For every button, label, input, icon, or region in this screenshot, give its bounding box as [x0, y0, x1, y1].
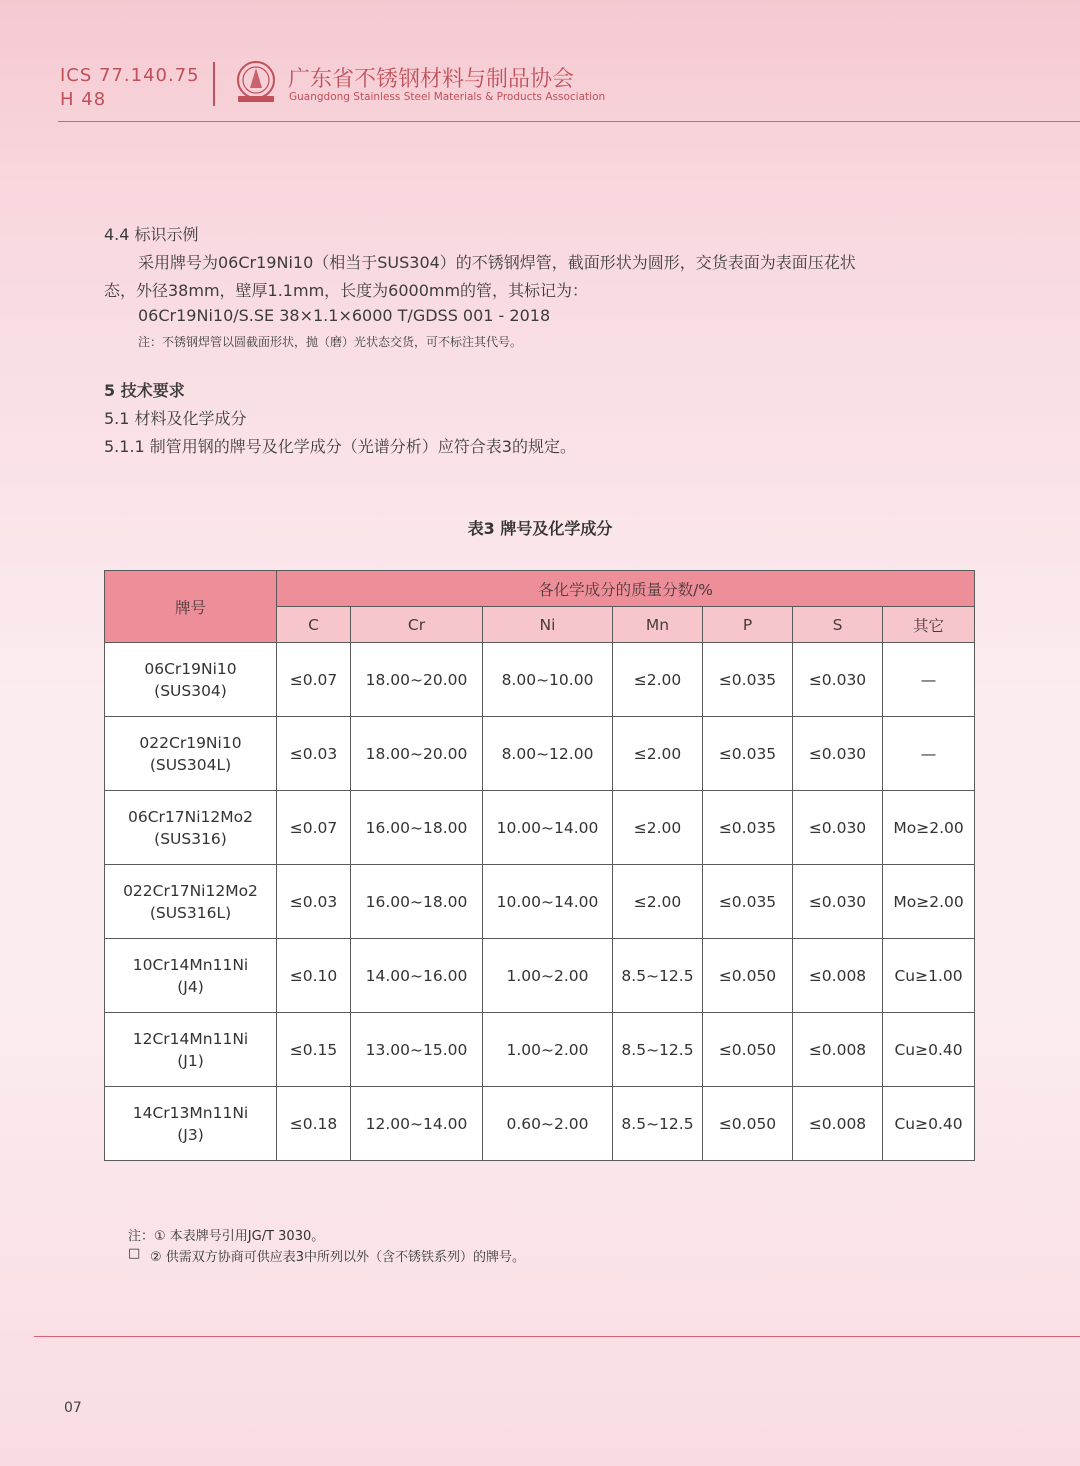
- table-row: [105, 939, 975, 1013]
- table-cell: Mo≥2.00: [883, 865, 975, 939]
- grade-cell: [105, 791, 277, 865]
- table-cell: ≤0.030: [793, 865, 883, 939]
- table-cell: 10.00~14.00: [483, 791, 613, 865]
- table-cell: 16.00~18.00: [351, 791, 483, 865]
- grade-name: 12Cr14Mn11Ni: [132, 1029, 249, 1048]
- grade-alias: (SUS304L): [149, 755, 232, 774]
- section-4-4-note: 注：不锈钢焊管以圆截面形状，抛（磨）光状态交货，可不标注其代号。: [138, 335, 523, 349]
- table-row: [105, 1087, 975, 1161]
- table-cell: Cu≥0.40: [883, 1013, 975, 1087]
- grade-cell: [105, 643, 277, 717]
- table-cell: ≤0.10: [277, 939, 351, 1013]
- ics-code: ICS 77.140.75: [60, 65, 200, 86]
- column-header-ni: Ni: [483, 607, 613, 643]
- table-cell: ≤0.008: [793, 1013, 883, 1087]
- grade-header: 牌号: [105, 571, 277, 643]
- section-4-4-paragraph-line1: 采用牌号为06Cr19Ni10（相当于SUS304）的不锈钢焊管，截面形状为圆形，交货表面为表面压花状: [138, 253, 856, 272]
- grade-alias: (SUS304): [154, 681, 227, 700]
- association-logo-icon: [232, 58, 280, 106]
- table-cell: 18.00~20.00: [351, 643, 483, 717]
- table-footnote-2: ② 供需双方协商可供应表3中所列以外（含不锈铁系列）的牌号。: [150, 1250, 526, 1265]
- table-cell: 8.00~12.00: [483, 717, 613, 791]
- table-row: [105, 717, 975, 791]
- section-4-4-paragraph-line2: 态，外径38mm，壁厚1.1mm，长度为6000mm的管，其标记为：: [104, 281, 589, 300]
- table-row: [105, 865, 975, 939]
- table-cell: ≤0.050: [703, 1087, 793, 1161]
- table-cell: 8.5~12.5: [613, 1013, 703, 1087]
- table-cell: 1.00~2.00: [483, 939, 613, 1013]
- table-cell: ≤0.030: [793, 643, 883, 717]
- table-cell: ≤0.18: [277, 1087, 351, 1161]
- header-rule: [58, 121, 1080, 122]
- table-cell: 12.00~14.00: [351, 1087, 483, 1161]
- association-name-en: Guangdong Stainless Steel Materials & Products Association: [289, 91, 606, 103]
- table-cell: Mo≥2.00: [883, 791, 975, 865]
- table-cell: ≤0.035: [703, 643, 793, 717]
- table-cell: ≤0.035: [703, 865, 793, 939]
- section-5-heading: 5 技术要求: [104, 381, 185, 400]
- table-cell: 0.60~2.00: [483, 1087, 613, 1161]
- grade-cell: [105, 939, 277, 1013]
- marking-example: 06Cr19Ni10/S.SE 38×1.1×6000 T/GDSS 001 - 2018: [138, 306, 551, 325]
- grade-name: 06Cr17Ni12Mo2: [128, 807, 253, 826]
- table-cell: —: [883, 643, 975, 717]
- table-cell: 13.00~15.00: [351, 1013, 483, 1087]
- grade-name: 10Cr14Mn11Ni: [132, 955, 249, 974]
- table-footnote-1: 注：① 本表牌号引用JG/T 3030。: [128, 1229, 325, 1244]
- table-cell: ≤0.030: [793, 717, 883, 791]
- composition-table: [104, 570, 975, 1161]
- table-cell: ≤0.008: [793, 939, 883, 1013]
- table-cell: 14.00~16.00: [351, 939, 483, 1013]
- section-4-4-heading: 4.4 标识示例: [104, 225, 199, 244]
- section-5-1-1-text: 5.1.1 制管用钢的牌号及化学成分（光谱分析）应符合表3的规定。: [104, 437, 576, 456]
- table-cell: ≤2.00: [613, 791, 703, 865]
- h-code: H 48: [60, 89, 107, 110]
- table-cell: 1.00~2.00: [483, 1013, 613, 1087]
- section-5-1-heading: 5.1 材料及化学成分: [104, 409, 247, 428]
- grade-cell: [105, 1087, 277, 1161]
- column-header-mn: Mn: [613, 607, 703, 643]
- table-cell: Cu≥0.40: [883, 1087, 975, 1161]
- table-cell: 8.5~12.5: [613, 939, 703, 1013]
- header-divider: [213, 62, 215, 106]
- grade-alias: (J3): [177, 1125, 204, 1144]
- table-cell: 8.00~10.00: [483, 643, 613, 717]
- table-cell: ≤0.15: [277, 1013, 351, 1087]
- grade-cell: [105, 717, 277, 791]
- table-cell: ≤2.00: [613, 865, 703, 939]
- column-header-cr: Cr: [351, 607, 483, 643]
- grade-alias: (J4): [177, 977, 204, 996]
- table-cell: 18.00~20.00: [351, 717, 483, 791]
- table-cell: ≤0.030: [793, 791, 883, 865]
- table-cell: 8.5~12.5: [613, 1087, 703, 1161]
- grade-alias: (J1): [177, 1051, 204, 1070]
- table-row: [105, 791, 975, 865]
- standard-codes: [60, 64, 200, 112]
- grade-cell: [105, 865, 277, 939]
- table-cell: ≤0.07: [277, 791, 351, 865]
- table-cell: ≤0.035: [703, 791, 793, 865]
- table-cell: ≤0.050: [703, 1013, 793, 1087]
- table-row: [105, 643, 975, 717]
- table-cell: ≤0.07: [277, 643, 351, 717]
- grade-name: 022Cr19Ni10: [139, 733, 242, 752]
- table-cell: ≤2.00: [613, 717, 703, 791]
- table-cell: 10.00~14.00: [483, 865, 613, 939]
- grade-name: 022Cr17Ni12Mo2: [123, 881, 258, 900]
- table-cell: ≤0.03: [277, 865, 351, 939]
- table-cell: Cu≥1.00: [883, 939, 975, 1013]
- table-cell: ≤0.035: [703, 717, 793, 791]
- table-row: [105, 1013, 975, 1087]
- table-cell: —: [883, 717, 975, 791]
- table-cell: ≤0.03: [277, 717, 351, 791]
- footer-rule: [34, 1336, 1080, 1337]
- column-header-c: C: [277, 607, 351, 643]
- grade-alias: (SUS316): [154, 829, 227, 848]
- composition-group-header: 各化学成分的质量分数/%: [277, 571, 975, 607]
- grade-cell: [105, 1013, 277, 1087]
- table-cell: ≤0.050: [703, 939, 793, 1013]
- page-number: 07: [64, 1400, 82, 1416]
- column-header-other: 其它: [883, 607, 975, 643]
- table-cell: 16.00~18.00: [351, 865, 483, 939]
- table-caption: 表3 牌号及化学成分: [467, 519, 613, 538]
- footnote-marker: □: [128, 1246, 141, 1261]
- grade-name: 06Cr19Ni10: [144, 659, 237, 678]
- grade-alias: (SUS316L): [149, 903, 232, 922]
- association-name-cn: 广东省不锈钢材料与制品协会: [288, 67, 575, 92]
- grade-name: 14Cr13Mn11Ni: [132, 1103, 249, 1122]
- table-cell: ≤0.008: [793, 1087, 883, 1161]
- column-header-s: S: [793, 607, 883, 643]
- column-header-p: P: [703, 607, 793, 643]
- table-cell: ≤2.00: [613, 643, 703, 717]
